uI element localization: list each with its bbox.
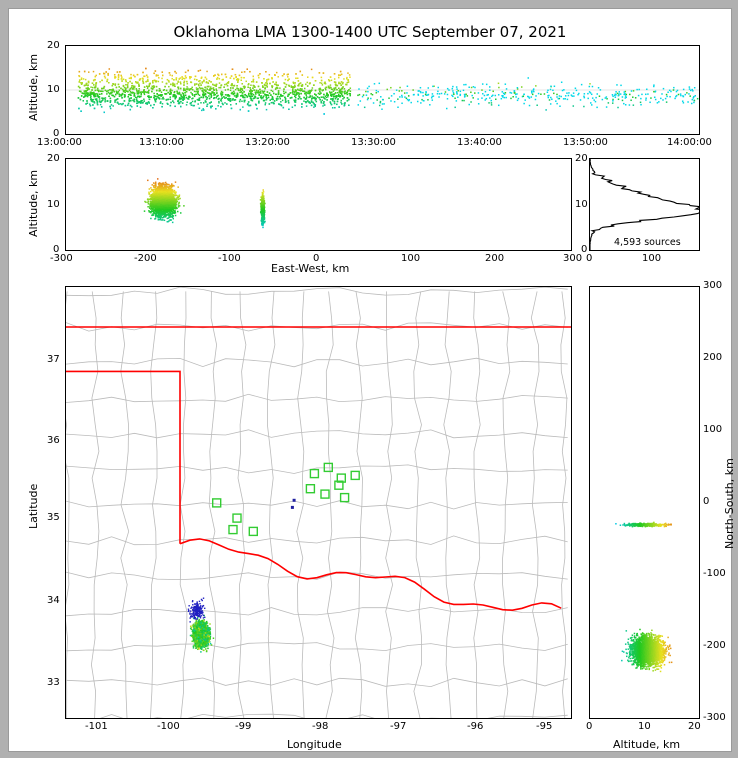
panel5-ytick-0: 0 — [703, 496, 710, 507]
panel5-ytick-m100: -100 — [703, 568, 726, 579]
panel5-ytick-200: 200 — [703, 352, 723, 363]
panel4-ytick-37: 37 — [47, 354, 60, 365]
panel1-xtick-0: 13:00:00 — [37, 137, 82, 148]
panel3-xtick-100: 100 — [642, 253, 662, 264]
panel4-xtick-m98: -98 — [312, 721, 329, 732]
figure-canvas — [8, 8, 736, 752]
panel3-xtick-0: 0 — [586, 253, 593, 264]
panel-eastwest-height — [65, 158, 572, 251]
panel4-xtick-m96: -96 — [467, 721, 484, 732]
panel5-xlabel: Altitude, km — [613, 738, 681, 751]
panel1-xtick-4: 13:40:00 — [457, 137, 502, 148]
panel4-xtick-m100: -100 — [157, 721, 180, 732]
panel4-xtick-m101: -101 — [85, 721, 108, 732]
page-title: Oklahoma LMA 1300-1400 UTC September 07, 2021 — [173, 23, 567, 41]
panel1-xtick-1: 13:10:00 — [139, 137, 184, 148]
panel4-xtick-m97: -97 — [390, 721, 407, 732]
northsouth-height-plot — [590, 287, 699, 718]
panel4-xtick-m95: -95 — [536, 721, 553, 732]
panel2-ylabel: Altitude, km — [27, 169, 40, 237]
panel1-xtick-5: 13:50:00 — [563, 137, 608, 148]
panel1-xtick-2: 13:20:00 — [245, 137, 290, 148]
panel5-xtick-10: 10 — [638, 721, 651, 732]
panel4-ytick-35: 35 — [47, 512, 60, 523]
panel4-ytick-34: 34 — [47, 595, 60, 606]
panel1-ylabel: Altitude, km — [27, 53, 40, 121]
eastwest-height-plot — [66, 159, 571, 250]
panel5-xtick-20: 20 — [688, 721, 701, 732]
time-height-plot — [66, 46, 699, 134]
panel5-ytick-100: 100 — [703, 424, 723, 435]
panel1-ytick-0: 0 — [53, 128, 60, 139]
panel2-xtick-200: 200 — [485, 253, 505, 264]
panel2-xtick-300: 300 — [563, 253, 583, 264]
panel1-xtick-3: 13:30:00 — [351, 137, 396, 148]
panel2-xtick-m100: -100 — [218, 253, 241, 264]
panel5-ytick-300: 300 — [703, 280, 723, 291]
panel5-xtick-0: 0 — [586, 721, 593, 732]
panel4-ytick-36: 36 — [47, 435, 60, 446]
panel2-ytick-0: 0 — [53, 244, 60, 255]
panel2-xtick-m200: -200 — [134, 253, 157, 264]
panel-map — [65, 286, 572, 719]
panel3-ytick-20: 20 — [575, 153, 588, 164]
panel5-ytick-m200: -200 — [703, 640, 726, 651]
panel1-xtick-6: 14:00:00 — [667, 137, 712, 148]
panel-northsouth-height — [589, 286, 700, 719]
map-plot — [66, 287, 571, 718]
source-count-label: 4,593 sources — [614, 237, 681, 248]
panel5-ytick-m300: -300 — [703, 712, 726, 723]
panel4-xlabel: Longitude — [287, 738, 342, 751]
panel5-ylabel: North-South, km — [723, 458, 736, 549]
panel3-ytick-0: 0 — [581, 244, 588, 255]
panel2-xlabel: East-West, km — [271, 262, 350, 275]
panel-time-height — [65, 45, 700, 135]
panel4-xtick-m99: -99 — [235, 721, 252, 732]
panel2-xtick-0: 0 — [313, 253, 320, 264]
panel2-xtick-m300: -300 — [50, 253, 73, 264]
panel2-ytick-20: 20 — [47, 153, 60, 164]
panel3-ytick-10: 10 — [575, 199, 588, 210]
panel4-ytick-33: 33 — [47, 677, 60, 688]
panel2-ytick-10: 10 — [47, 199, 60, 210]
panel2-xtick-100: 100 — [401, 253, 421, 264]
panel1-ytick-20: 20 — [47, 40, 60, 51]
panel4-ylabel: Latitude — [27, 483, 40, 529]
panel1-ytick-10: 10 — [47, 84, 60, 95]
